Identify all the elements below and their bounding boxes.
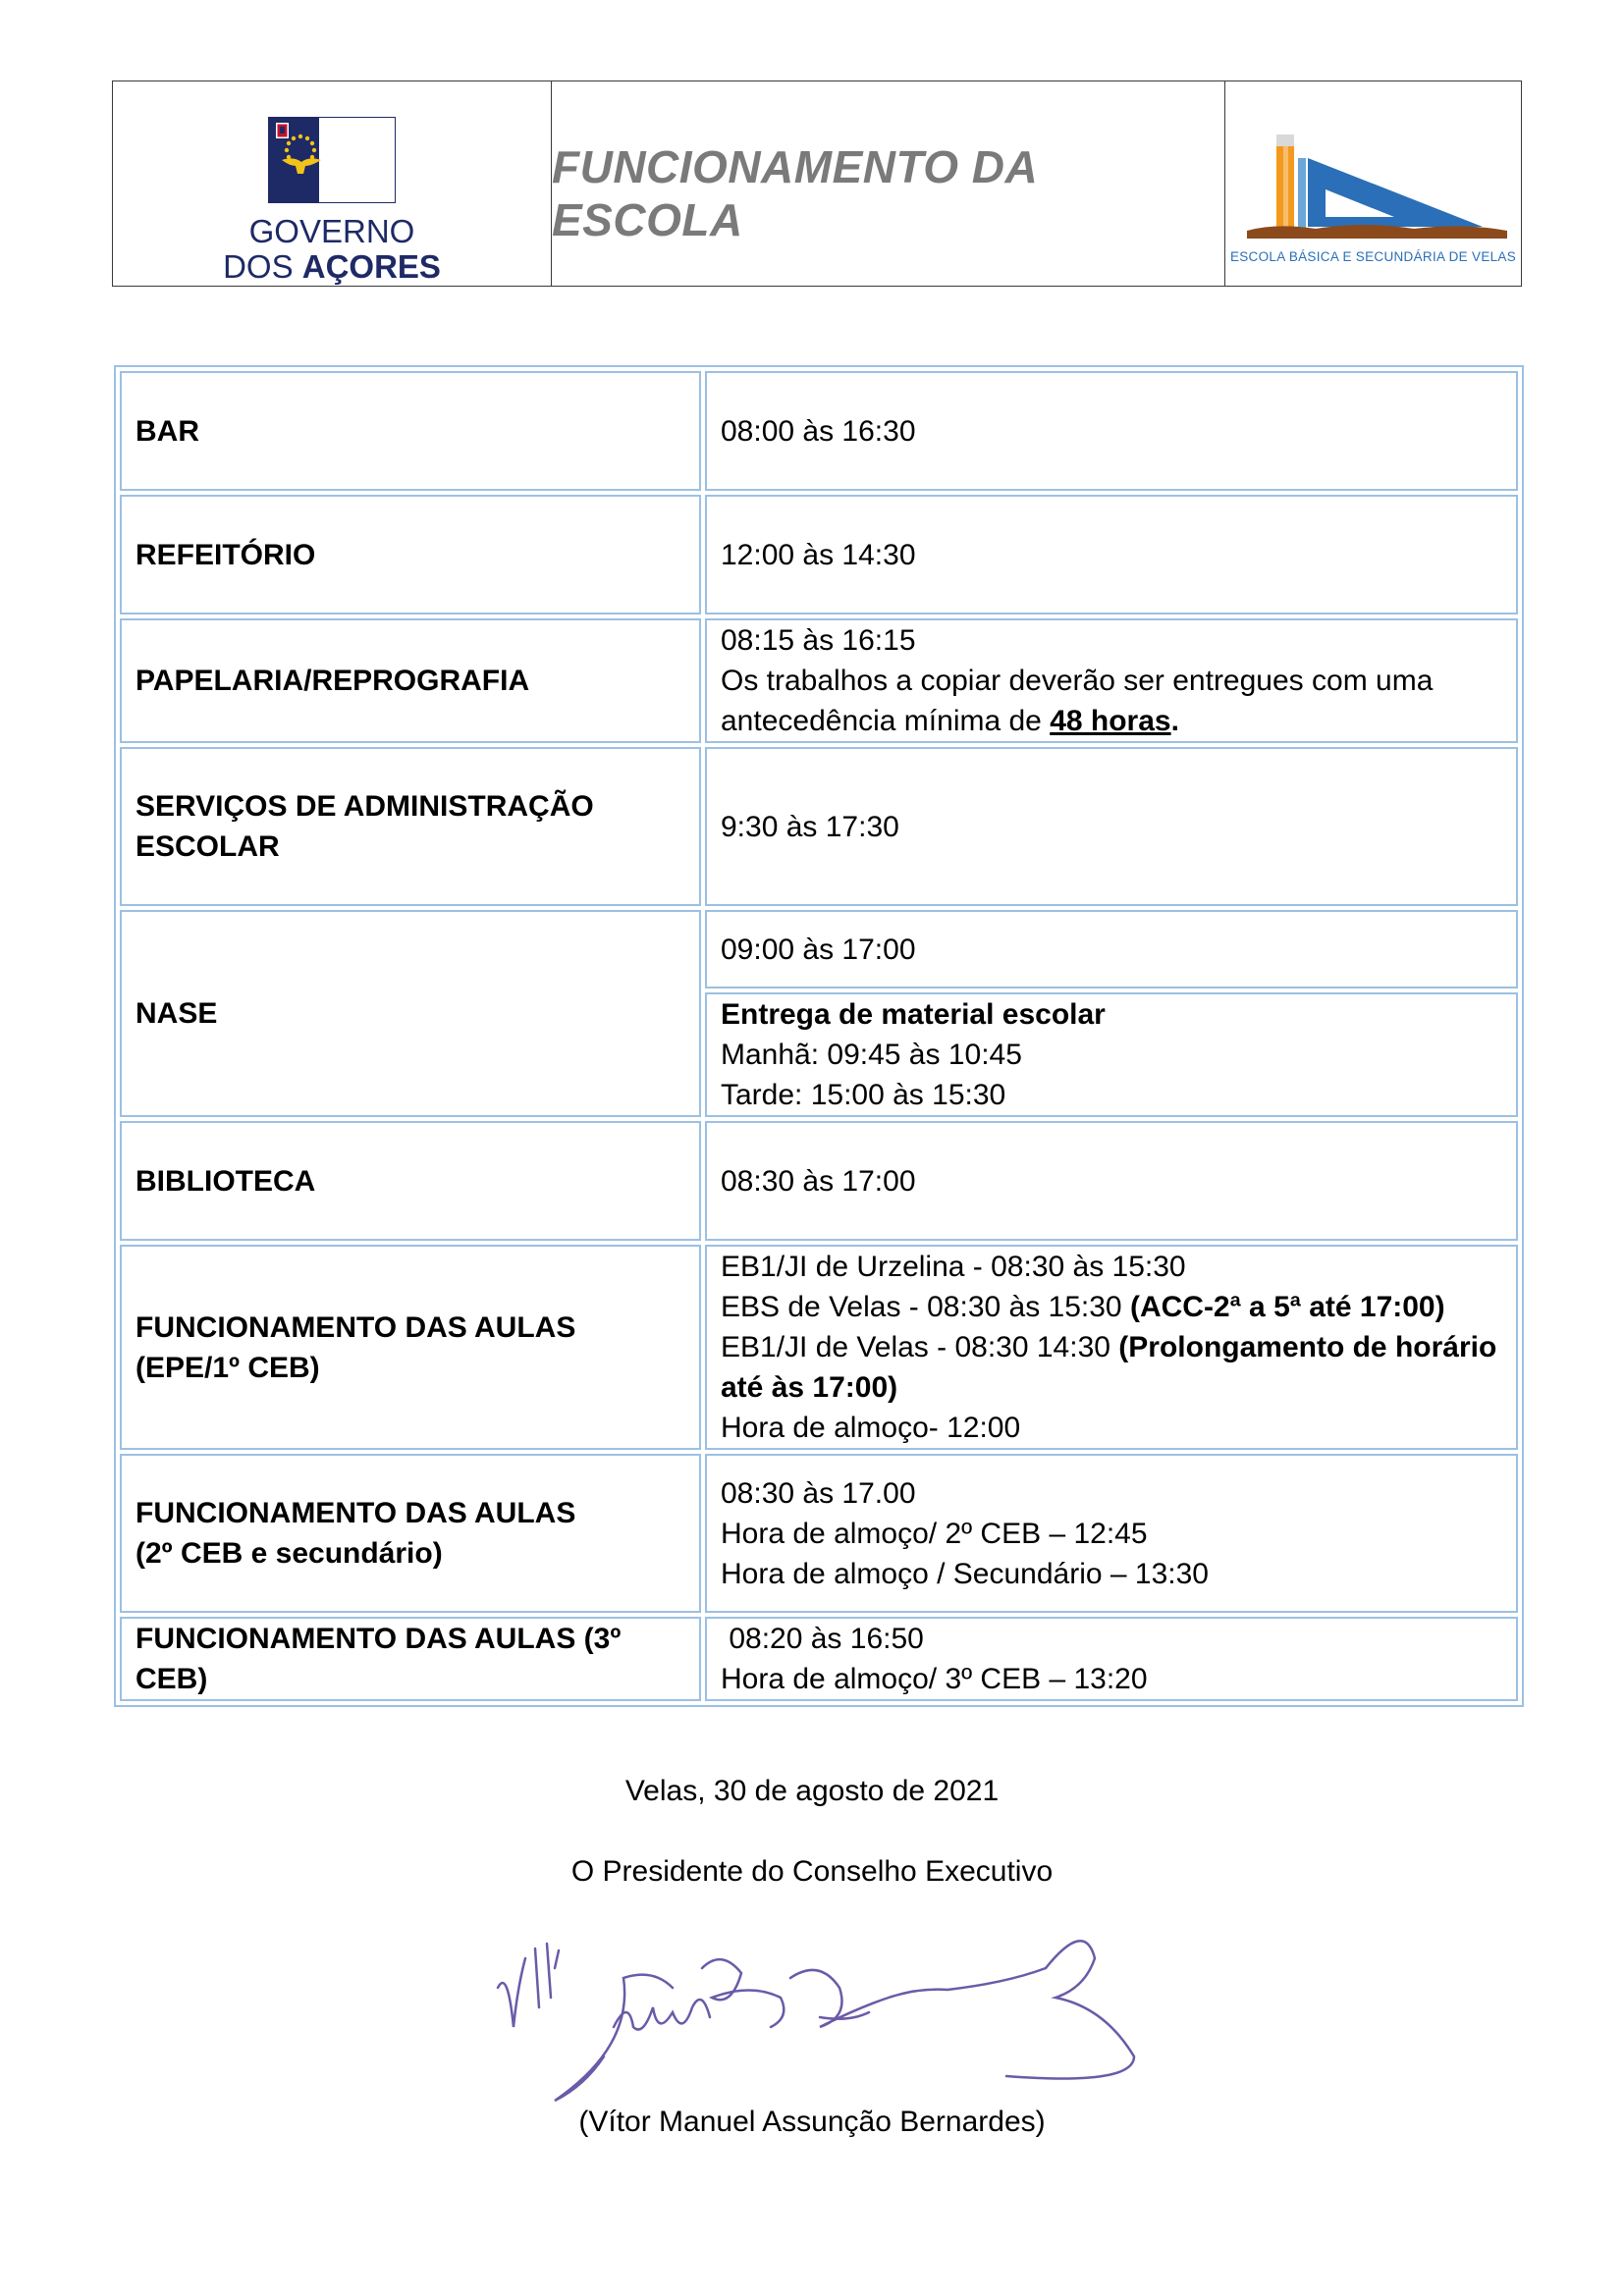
aulas-3ceb-line2: Hora de almoço/ 3º CEB – 13:20 xyxy=(721,1663,1148,1695)
document-title: FUNCIONAMENTO DA ESCOLA xyxy=(552,141,1037,245)
aulas-epe-line3-bold: (Prolongamento de horário até às 17:00) xyxy=(721,1331,1497,1404)
aulas-epe-label-2: (EPE/1º CEB) xyxy=(135,1351,320,1384)
aulas-2ceb-label-1: FUNCIONAMENTO DAS AULAS xyxy=(135,1497,576,1529)
row-value: 9:30 às 17:30 xyxy=(705,747,1518,906)
government-name-acores: AÇORES xyxy=(301,248,441,285)
row-value: 09:00 às 17:00 xyxy=(705,910,1518,988)
row-value xyxy=(705,1617,1518,1701)
papelaria-note-text: Os trabalhos a copiar deverão ser entregues com uma antecedência mínima de xyxy=(721,665,1434,737)
azores-flag-icon xyxy=(268,117,396,203)
papelaria-note xyxy=(721,661,1502,741)
row-value xyxy=(705,1245,1518,1450)
table-row xyxy=(120,747,1518,906)
row-value: 12:00 às 14:30 xyxy=(705,495,1518,614)
row-label: BIBLIOTECA xyxy=(120,1121,701,1241)
document-header xyxy=(112,80,1522,287)
government-name-line1: GOVERNO xyxy=(248,213,415,249)
aulas-2ceb-label-2: (2º CEB e secundário) xyxy=(135,1537,443,1570)
row-label: SERVIÇOS DE ADMINISTRAÇÃO ESCOLAR xyxy=(120,747,701,906)
row-value xyxy=(705,992,1518,1117)
table-row xyxy=(120,371,1518,491)
aulas-epe-line3 xyxy=(721,1327,1502,1408)
row-label: FUNCIONAMENTO DAS AULAS (3º CEB) xyxy=(120,1617,701,1701)
government-logo-cell xyxy=(113,81,552,286)
table-row xyxy=(120,495,1518,614)
aulas-epe-line4: Hora de almoço- 12:00 xyxy=(721,1412,1021,1444)
row-label: NASE xyxy=(120,910,701,1117)
aulas-epe-line1: EB1/JI de Urzelina - 08:30 às 15:30 xyxy=(721,1251,1186,1283)
school-logo-icon xyxy=(1237,129,1512,246)
school-name: ESCOLA BÁSICA E SECUNDÁRIA DE VELAS xyxy=(1229,249,1517,264)
nase-afternoon: Tarde: 15:00 às 15:30 xyxy=(721,1079,1006,1111)
table-row xyxy=(120,1617,1518,1701)
aulas-epe-line2 xyxy=(721,1287,1502,1327)
aulas-epe-line2-text: EBS de Velas - 08:30 às 15:30 xyxy=(721,1291,1130,1323)
aulas-epe-label-1: FUNCIONAMENTO DAS AULAS xyxy=(135,1310,576,1344)
row-label: REFEITÓRIO xyxy=(120,495,701,614)
aulas-epe-line2-bold: (ACC-2ª a 5ª até 17:00) xyxy=(1129,1291,1445,1323)
signature-icon xyxy=(496,1929,1144,2125)
row-value: 08:00 às 16:30 xyxy=(705,371,1518,491)
row-label xyxy=(120,1245,701,1450)
row-label: PAPELARIA/REPROGRAFIA xyxy=(120,618,701,743)
schedule-table xyxy=(114,365,1524,1707)
table-row xyxy=(120,1121,1518,1241)
aulas-epe-line3-text: EB1/JI de Velas - 08:30 14:30 xyxy=(721,1331,1119,1363)
nase-morning: Manhã: 09:45 às 10:45 xyxy=(721,1039,1022,1071)
row-label xyxy=(120,1454,701,1613)
papelaria-hours: 08:15 às 16:15 xyxy=(721,624,916,657)
government-name-dos: DOS xyxy=(223,248,302,285)
signatory-name: (Vítor Manuel Assunção Bernardes) xyxy=(578,2106,1046,2138)
papelaria-note-end: . xyxy=(1170,705,1179,737)
nase-material-title: Entrega de material escolar xyxy=(721,998,1106,1031)
table-row xyxy=(120,910,1518,988)
papelaria-note-hours: 48 horas xyxy=(1050,705,1171,737)
table-row xyxy=(120,1245,1518,1450)
title-cell xyxy=(552,81,1225,286)
row-value xyxy=(705,1454,1518,1613)
table-row xyxy=(120,1454,1518,1613)
aulas-2ceb-line2: Hora de almoço/ 2º CEB – 12:45 xyxy=(721,1517,1148,1550)
place-date: Velas, 30 de agosto de 2021 xyxy=(624,1775,1000,1807)
aulas-3ceb-line1: 08:20 às 16:50 xyxy=(721,1623,924,1655)
table-row xyxy=(120,618,1518,743)
aulas-2ceb-line3: Hora de almoço / Secundário – 13:30 xyxy=(721,1557,1209,1590)
signatory-role: O Presidente do Conselho Executivo xyxy=(570,1855,1054,1888)
row-value: 08:30 às 17:00 xyxy=(705,1121,1518,1241)
row-value xyxy=(705,618,1518,743)
row-label: BAR xyxy=(120,371,701,491)
government-name-line2 xyxy=(113,249,551,285)
aulas-2ceb-line1: 08:30 às 17.00 xyxy=(721,1476,916,1510)
school-logo-cell xyxy=(1225,81,1521,286)
